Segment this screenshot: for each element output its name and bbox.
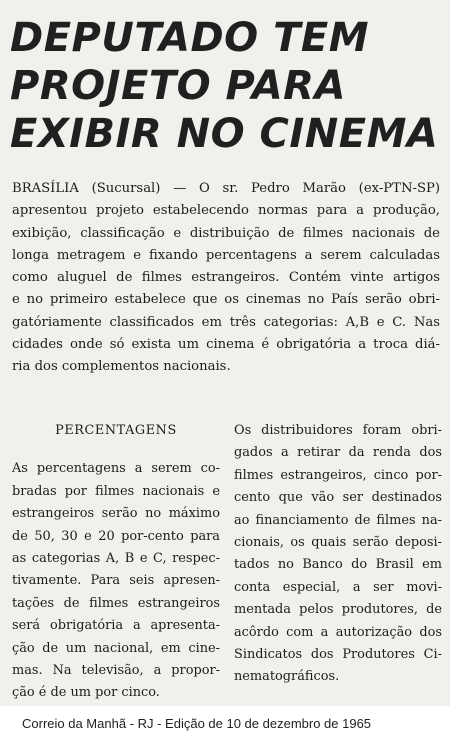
text-line: As percentagens a serem co- (12, 461, 220, 477)
left-column (12, 420, 220, 705)
text-line: gados a retirar da renda dos (234, 445, 442, 461)
text-line: mentada pelos produtores, de (234, 602, 442, 618)
lead-paragraph (12, 178, 440, 379)
text-line: tivamente. Para seis apresen- (12, 573, 220, 589)
text-line: tados no Banco do Brasil em (234, 557, 442, 573)
text-line: nematográficos. (234, 669, 340, 685)
headline (10, 14, 440, 158)
text-line: ria dos complementos nacionais. (12, 359, 231, 375)
text-line: cionais, os quais serão deposi- (234, 535, 442, 551)
text-line: exibição, classificação e distribuição de filmes nacionais de (12, 225, 440, 241)
source-caption: Correio da Manhã - RJ - Edição de 10 de dezembro de 1965 (22, 716, 372, 731)
text-line: ção de um nacional, em cine- (12, 640, 220, 656)
text-line: bradas por filmes nacionais e (12, 483, 220, 499)
text-line: BRASÍLIA (Sucursal) — O sr. Pedro Marão (ex-PTN-SP) (12, 181, 440, 196)
text-line: as categorias A, B e C, respec- (12, 551, 220, 567)
text-line: ção é de um por cinco. (12, 685, 160, 701)
text-line: estrangeiros serão no máximo (12, 506, 220, 522)
text-line: gatóriamente classificados em três categorias: A,B e C. Nas (12, 314, 440, 330)
text-line: mas. Na televisão, a propor- (12, 663, 220, 679)
text-line: será obrigatória a apresenta- (12, 618, 220, 634)
text-line: como aluguel de filmes estrangeiros. Contém vinte artigos (12, 270, 440, 286)
text-line: tações de filmes estrangeiros (12, 595, 220, 611)
text-line: e no primeiro estabelece que os cinemas no País serão obri- (12, 292, 440, 308)
text-line: ao financiamento de filmes na- (234, 512, 442, 528)
text-line: acôrdo com a autorização dos (234, 624, 442, 640)
text-line: cento que vão ser destinados (234, 490, 442, 506)
headline-line: EXIBIR NO CINEMA (10, 111, 439, 157)
text-line: apresentou projeto estabelecendo normas para a produção, (12, 203, 440, 219)
section-subhead: PERCENTAGENS (55, 423, 177, 438)
text-line: Sindicatos dos Produtores Ci- (234, 647, 442, 663)
text-line: conta especial, a ser movi- (234, 579, 442, 595)
text-line: filmes estrangeiros, cinco por- (234, 467, 442, 483)
headline-line: DEPUTADO TEM (10, 15, 370, 61)
text-line: longa metragem e fixando percentagens a serem calculadas (12, 247, 440, 263)
text-line: cidades onde só exista um cinema é obrigatória a troca diá- (12, 337, 440, 353)
text-line: Os distribuidores foram obri- (234, 423, 442, 438)
right-column (234, 420, 442, 689)
text-line: de 50, 30 e 20 por-cento para (12, 528, 220, 544)
headline-line: PROJETO PARA (10, 63, 346, 109)
